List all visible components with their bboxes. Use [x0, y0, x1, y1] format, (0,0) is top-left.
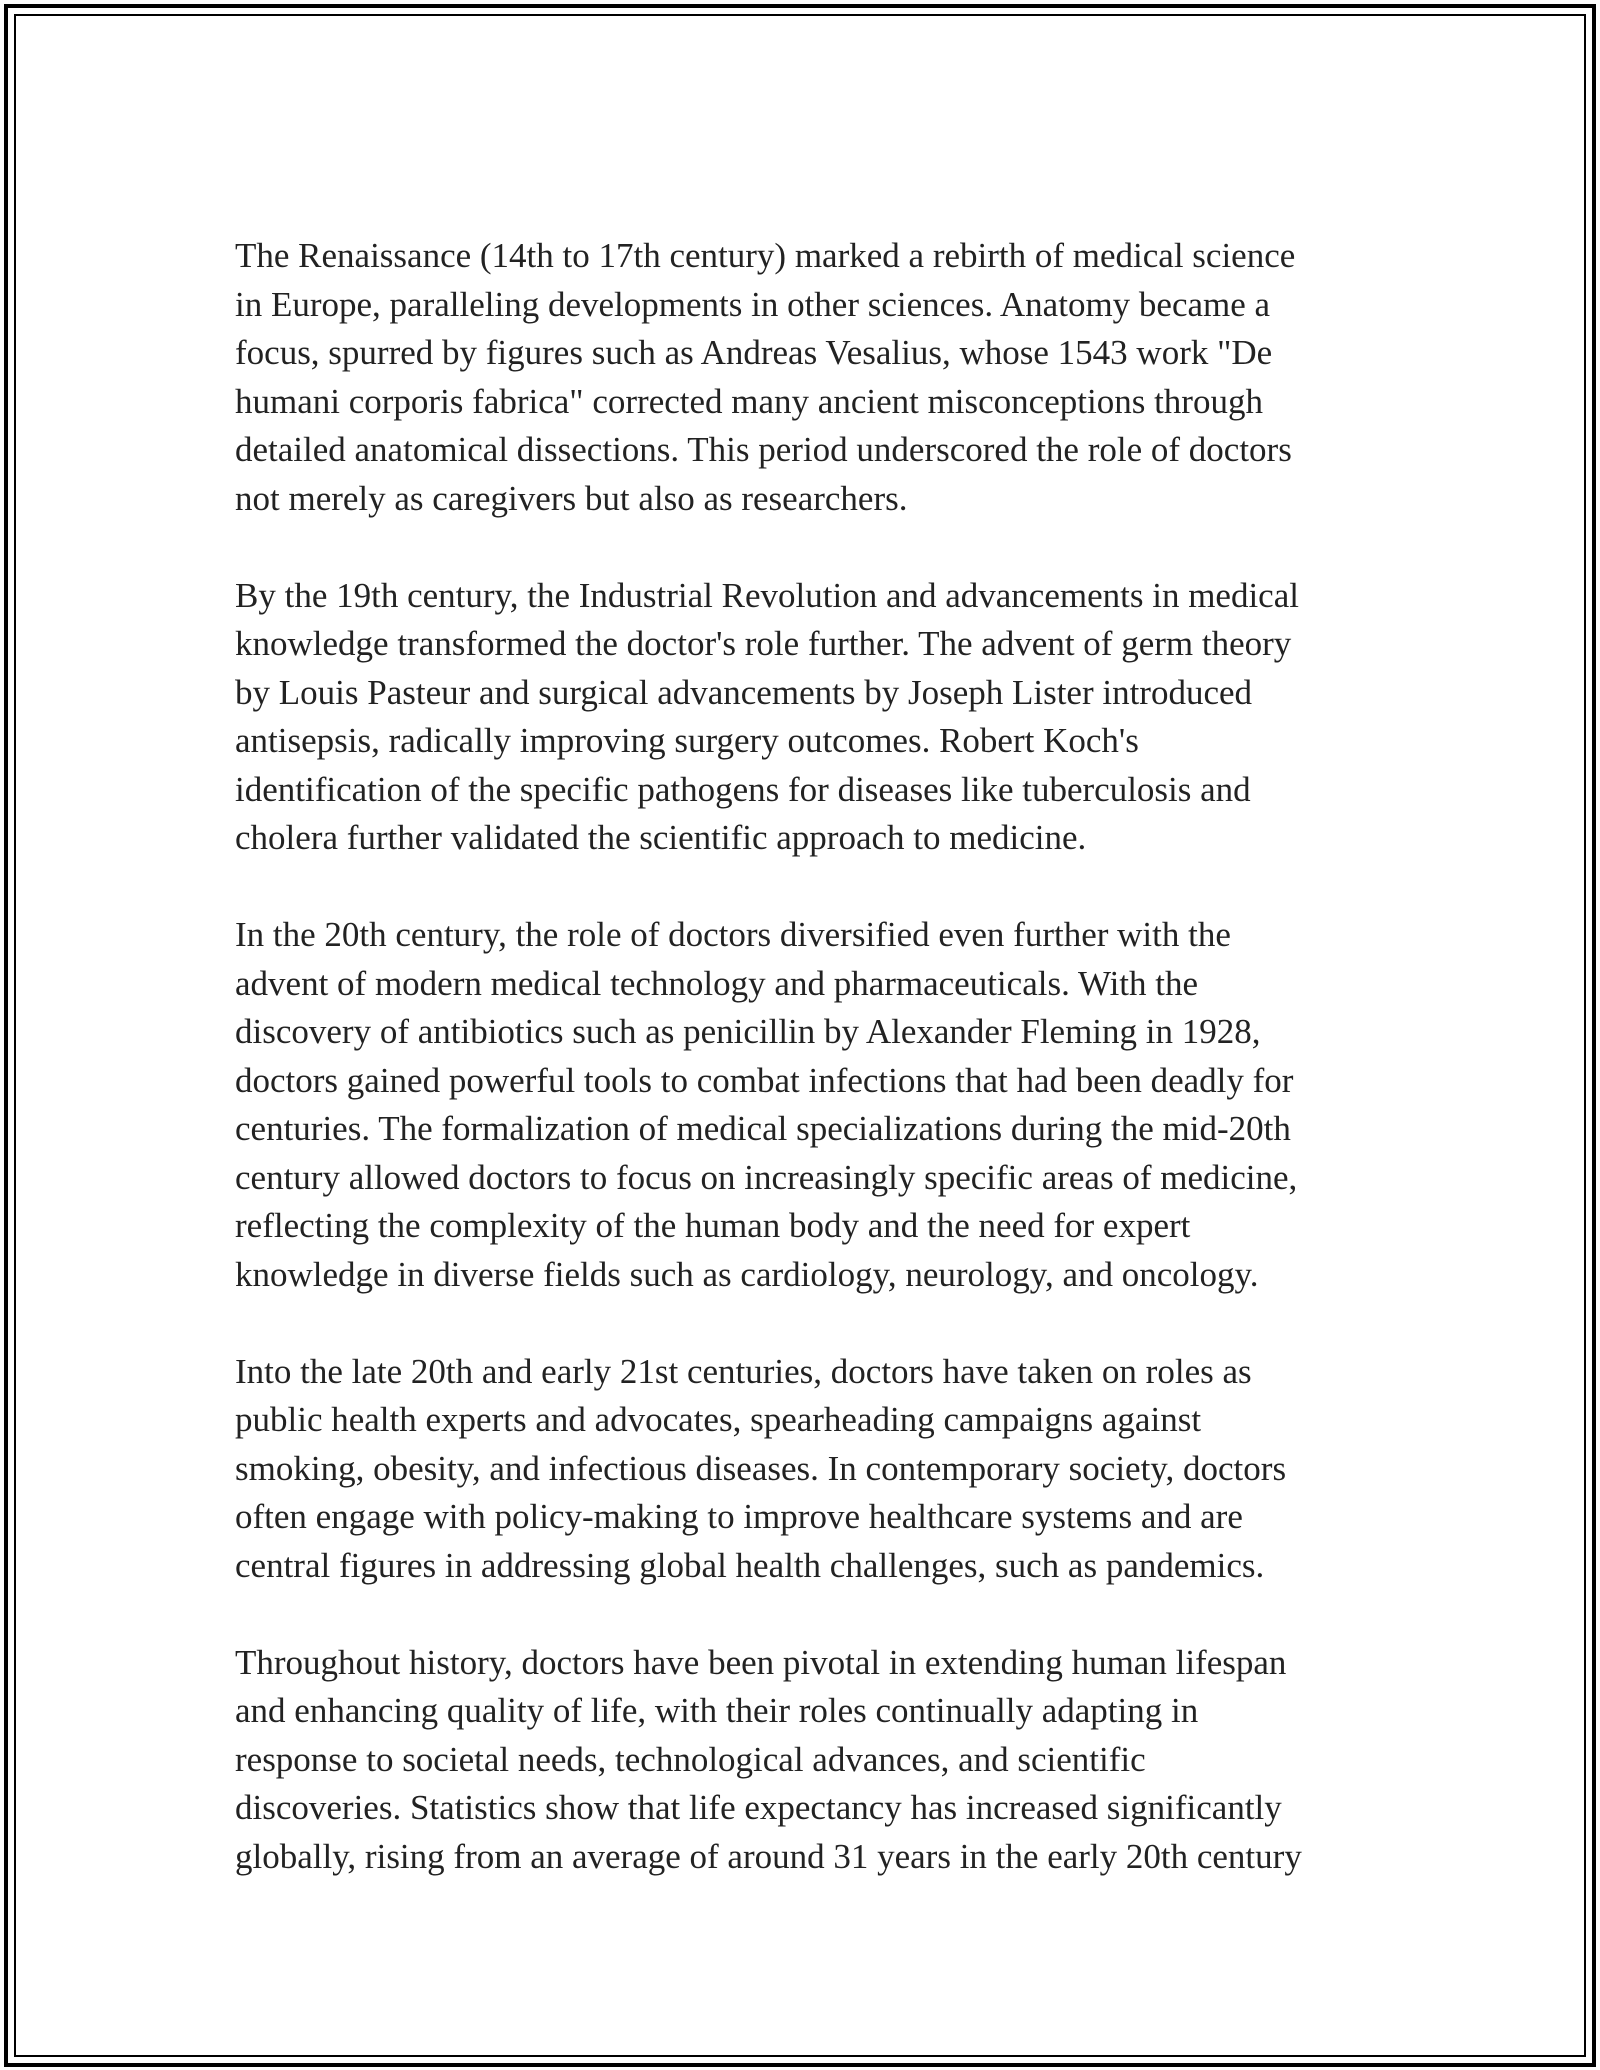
paragraph-20th-century: In the 20th century, the role of doctors diversified even further with the advent of modern medical technology and pharmaceuticals. With the discovery of antibiotics such as penicillin by Alexander Fleming in 1928, doctors gained powerful tools to combat infections that had been deadly for centuries. The formalization of medical specializations during the mid-20th century allowed doctors to focus on increasingly specific areas of medicine, reflecting the complexity of the human body and the need for expert knowledge in diverse fields such as cardiology, neurology, and oncology.: [235, 915, 1298, 1294]
document-body: [235, 232, 1365, 1881]
paragraph-throughout-history: Throughout history, doctors have been pivotal in extending human lifespan and enhancing quality of life, with their roles continually adapting in response to societal needs, technological advances, and scientific discoveries. Statistics show that life expectancy has increased significantly globally, rising from an average of around 31 years in the early 20th century: [235, 1642, 1302, 1876]
paragraph-renaissance: The Renaissance (14th to 17th century) marked a rebirth of medical science in Europe, paralleling developments in other sciences. Anatomy became a focus, spurred by figures such as Andreas Vesalius, whose 1543 work "De humani corporis fabrica" corrected many ancient misconceptions through detailed anatomical dissections. This period underscored the role of doctors not merely as caregivers but also as researchers.: [235, 236, 1296, 518]
paragraph-21st-century: Into the late 20th and early 21st centuries, doctors have taken on roles as public health experts and advocates, spearheading campaigns against smoking, obesity, and infectious diseases. In contemporary society, doctors often engage with policy-making to improve healthcare systems and are central figures in addressing global health challenges, such as pandemics.: [235, 1351, 1287, 1585]
paragraph-19th-century: By the 19th century, the Industrial Revolution and advancements in medical knowledge transformed the doctor's role further. The advent of germ theory by Louis Pasteur and surgical advancements by Joseph Lister introduced antisepsis, radically improving surgery outcomes. Robert Koch's identification of the specific pathogens for diseases like tuberculosis and cholera further validated the scientific approach to medicine.: [235, 575, 1299, 857]
